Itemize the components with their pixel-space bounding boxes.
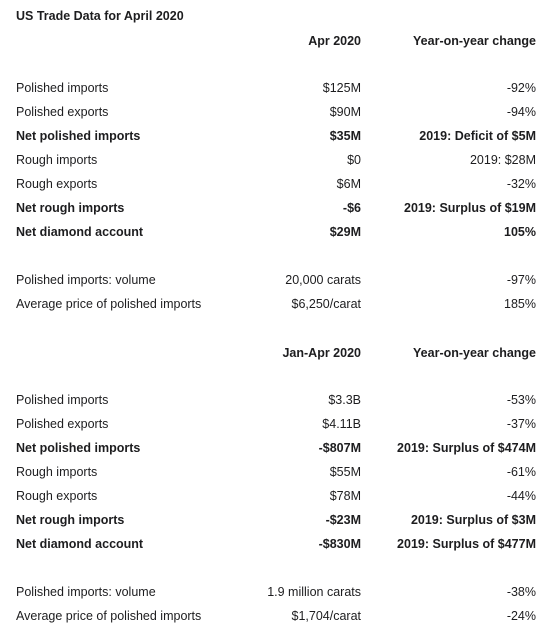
row-change: -38% — [506, 585, 536, 599]
row-label: Net rough imports — [16, 201, 125, 215]
row-change: -44% — [506, 489, 536, 503]
row-change: 2019: Surplus of $19M — [404, 201, 536, 215]
row-value: $55M — [329, 465, 361, 479]
row-change: 2019: Surplus of $474M — [397, 441, 536, 455]
row-label: Polished imports: volume — [16, 585, 156, 599]
table-row — [0, 151, 555, 169]
row-change: -94% — [506, 105, 536, 119]
table-row — [0, 415, 555, 433]
row-value: -$6 — [342, 201, 361, 215]
table-row — [0, 511, 555, 529]
table-row — [0, 199, 555, 217]
row-label: Net diamond account — [16, 225, 144, 239]
change-header: Year-on-year change — [413, 34, 536, 48]
row-value: $29M — [329, 225, 361, 239]
row-label: Polished exports — [16, 105, 109, 119]
row-change: -32% — [506, 177, 536, 191]
row-value: 20,000 carats — [285, 273, 361, 287]
row-value: -$807M — [318, 441, 361, 455]
row-value: $4.11B — [322, 417, 361, 431]
row-label: Net diamond account — [16, 537, 144, 551]
row-change: 2019: $28M — [469, 153, 536, 167]
row-change: 2019: Surplus of $3M — [410, 513, 536, 527]
row-value: $6,250/carat — [291, 297, 361, 311]
row-value: 1.9 million carats — [267, 585, 361, 599]
period-header: Jan-Apr 2020 — [282, 346, 361, 360]
row-label: Polished imports — [16, 81, 109, 95]
row-value: $78M — [329, 489, 361, 503]
row-change: 105% — [504, 225, 536, 239]
page-title: US Trade Data for April 2020 — [16, 9, 184, 23]
table-row — [0, 127, 555, 145]
row-change: -92% — [506, 81, 536, 95]
table-row — [0, 583, 555, 601]
row-label: Polished imports — [16, 393, 109, 407]
change-header: Year-on-year change — [413, 346, 536, 360]
row-label: Rough imports — [16, 465, 98, 479]
row-label: Net polished imports — [16, 129, 141, 143]
table-row — [0, 295, 555, 313]
section-header-apr-2020 — [0, 32, 555, 50]
row-label: Average price of polished imports — [16, 609, 202, 623]
row-change: -37% — [506, 417, 536, 431]
row-value: $125M — [322, 81, 361, 95]
row-change: -53% — [506, 393, 536, 407]
row-change: 185% — [504, 297, 536, 311]
row-value: $90M — [329, 105, 361, 119]
row-change: -61% — [506, 465, 536, 479]
row-label: Polished imports: volume — [16, 273, 156, 287]
row-value: $1,704/carat — [291, 609, 361, 623]
section-header-jan-apr-2020 — [0, 344, 555, 362]
table-row — [0, 463, 555, 481]
table-row — [0, 391, 555, 409]
table-row — [0, 175, 555, 193]
table-row — [0, 487, 555, 505]
table-row — [0, 271, 555, 289]
table-row — [0, 103, 555, 121]
row-label: Rough imports — [16, 153, 98, 167]
table-row — [0, 607, 555, 625]
row-label: Rough exports — [16, 489, 98, 503]
row-label: Net rough imports — [16, 513, 125, 527]
table-row — [0, 223, 555, 241]
row-value: $3.3B — [328, 393, 361, 407]
table-row — [0, 79, 555, 97]
row-label: Average price of polished imports — [16, 297, 202, 311]
row-change: -97% — [506, 273, 536, 287]
row-change: 2019: Surplus of $477M — [397, 537, 536, 551]
row-value: $6M — [336, 177, 361, 191]
row-value: $0 — [347, 153, 361, 167]
table-row — [0, 439, 555, 457]
row-change: -24% — [506, 609, 536, 623]
period-header: Apr 2020 — [308, 34, 361, 48]
row-change: 2019: Deficit of $5M — [419, 129, 536, 143]
row-value: -$23M — [325, 513, 361, 527]
row-label: Rough exports — [16, 177, 98, 191]
row-value: -$830M — [318, 537, 361, 551]
row-label: Polished exports — [16, 417, 109, 431]
row-label: Net polished imports — [16, 441, 141, 455]
row-value: $35M — [329, 129, 361, 143]
table-row — [0, 535, 555, 553]
